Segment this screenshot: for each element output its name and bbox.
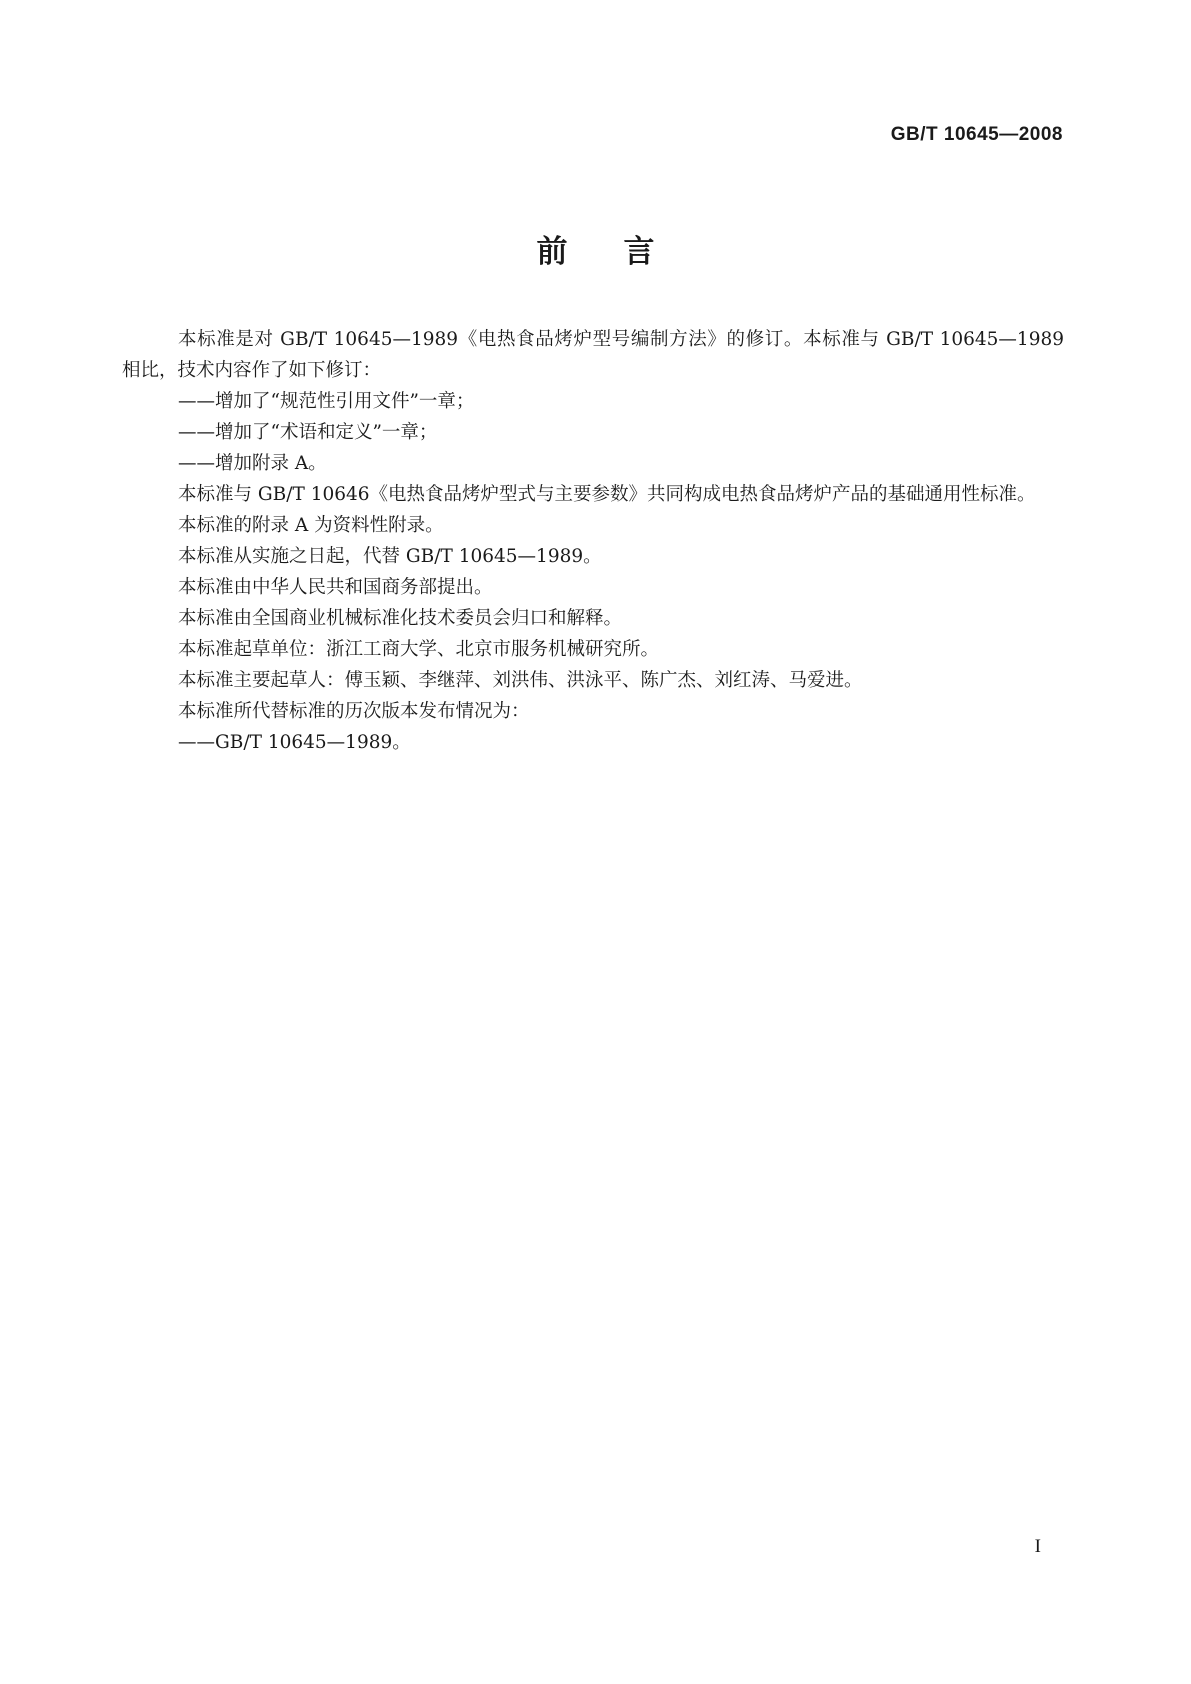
- paragraph-revision-intro: 本标准是对 GB/T 10645—1989《电热食品烤炉型号编制方法》的修订。本标准与 GB/T 10645—1989 相比，技术内容作了如下修订：: [122, 329, 1064, 381]
- list-item-annex-a: ——增加附录 A。: [178, 453, 327, 474]
- paragraph-responsible-committee: 本标准由全国商业机械标准化技术委员会归口和解释。: [178, 608, 623, 629]
- foreword-body: [122, 324, 1064, 758]
- paragraph-replaces: 本标准从实施之日起，代替 GB/T 10645—1989。: [178, 546, 602, 567]
- paragraph-annex-note: 本标准的附录 A 为资料性附录。: [178, 515, 444, 536]
- paragraph-related-standard: 本标准与 GB/T 10646《电热食品烤炉型式与主要参数》共同构成电热食品烤炉产品的基础通用性标准。: [178, 484, 1036, 505]
- paragraph-drafters: 本标准主要起草人：傅玉颖、李继萍、刘洪伟、洪泳平、陈广杰、刘红涛、马爱进。: [178, 670, 863, 691]
- list-item-normative-references: ——增加了“规范性引用文件”一章；: [178, 391, 475, 412]
- list-item-previous-edition: ——GB/T 10645—1989。: [178, 732, 411, 753]
- paragraph-proposed-by: 本标准由中华人民共和国商务部提出。: [178, 577, 493, 598]
- paragraph-previous-editions: 本标准所代替标准的历次版本发布情况为：: [178, 701, 530, 722]
- standard-code: GB/T 10645—2008: [890, 124, 1063, 145]
- paragraph-drafting-units: 本标准起草单位：浙江工商大学、北京市服务机械研究所。: [178, 639, 660, 660]
- list-item-terms-definitions: ——增加了“术语和定义”一章；: [178, 422, 438, 443]
- page-title: 前言: [536, 234, 711, 270]
- page-number: I: [1034, 1536, 1041, 1557]
